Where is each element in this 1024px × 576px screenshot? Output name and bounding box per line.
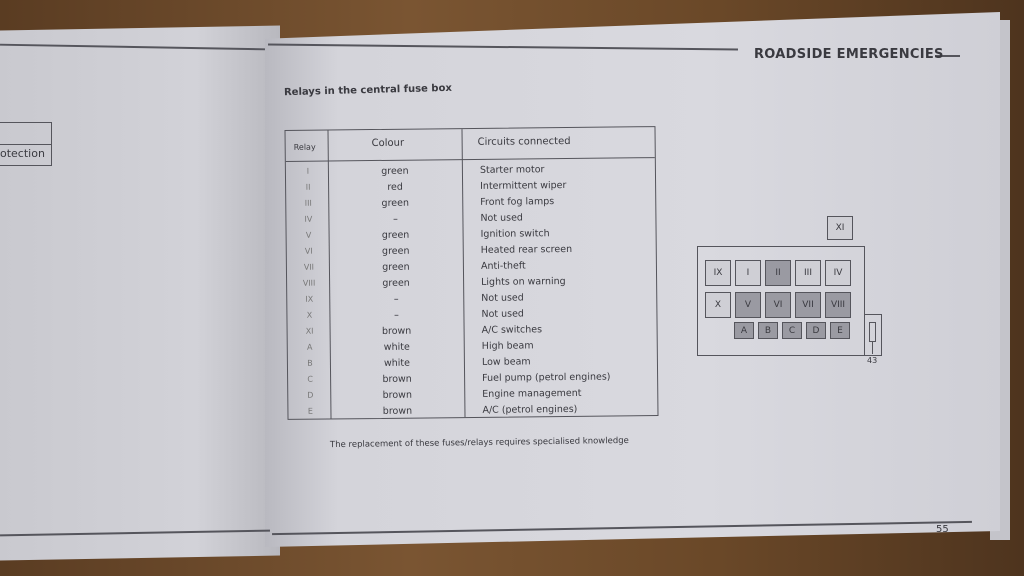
cell-circuit: Not used [481, 292, 524, 304]
cell-relay: C [307, 374, 313, 384]
page-title: Relays in the central fuse box [283, 82, 452, 99]
relay-VIII: VIII [825, 292, 851, 318]
relay-VII: VII [795, 292, 821, 318]
fuse-label: 43 [867, 356, 878, 365]
cell-colour: green [381, 165, 409, 177]
cell-circuit: Heated rear screen [480, 243, 573, 256]
cell-relay: B [307, 358, 313, 368]
cell-relay: IV [304, 214, 313, 224]
cell-colour: brown [382, 405, 413, 417]
cell-relay: VII [303, 262, 315, 272]
cell-colour: white [383, 357, 410, 369]
cell-colour: brown [382, 389, 413, 401]
col-header-colour: Colour [371, 137, 405, 150]
cell-relay: I [306, 166, 310, 176]
relay-V: V [735, 292, 761, 318]
cell-colour: green [382, 261, 410, 273]
relay-table [284, 126, 658, 420]
cell-circuit: Engine management [482, 387, 582, 400]
cell-circuit: A/C switches [481, 324, 543, 336]
cell-circuit: A/C (petrol engines) [482, 403, 578, 416]
cell-colour: – [394, 309, 399, 321]
cell-colour: white [383, 341, 410, 353]
cell-colour: green [381, 245, 410, 257]
relay-II: II [765, 260, 791, 286]
cell-relay: X [306, 310, 313, 320]
relay-III: III [795, 260, 821, 286]
cell-relay: VI [304, 246, 313, 256]
cell-circuit: Not used [480, 212, 523, 224]
col-header-circuits: Circuits connected [477, 135, 571, 148]
relay-A: A [734, 322, 754, 339]
page-number: 55 [936, 524, 949, 535]
cell-circuit: Fuel pump (petrol engines) [482, 371, 611, 384]
fragment-text: otection [0, 147, 45, 160]
left-page [0, 26, 280, 561]
cell-circuit: Low beam [481, 356, 531, 368]
fuse-box-diagram [697, 216, 897, 365]
cell-circuit: Lights on warning [481, 276, 566, 288]
relay-I: I [735, 260, 761, 286]
footnote: The replacement of these fuses/relays requires specialised knowledge [329, 435, 629, 451]
cell-relay: A [306, 342, 313, 352]
cell-circuit: Not used [481, 308, 525, 320]
cell-relay: IX [305, 294, 314, 304]
cell-relay: II [305, 182, 311, 192]
cell-colour: brown [381, 325, 412, 337]
cell-colour: green [381, 197, 410, 209]
cell-colour: red [387, 181, 403, 193]
relay-IX: IX [705, 260, 731, 286]
relay-VI: VI [765, 292, 791, 318]
cell-relay: III [304, 198, 312, 208]
cell-circuit: High beam [481, 340, 534, 352]
relay-C: C [782, 322, 802, 339]
relay-X: X [705, 292, 731, 318]
cell-colour: – [393, 293, 399, 305]
left-page-table-fragment [0, 122, 52, 166]
relay-IV: IV [825, 260, 851, 286]
cell-relay: V [305, 230, 312, 240]
cell-circuit: Ignition switch [480, 228, 550, 240]
cell-colour: green [381, 229, 410, 241]
cell-relay: VIII [302, 278, 316, 288]
relay-B: B [758, 322, 778, 339]
cell-circuit: Intermittent wiper [480, 180, 567, 192]
cell-relay: E [307, 406, 314, 416]
cell-circuit: Anti-theft [480, 260, 526, 272]
relay-XI: XI [827, 216, 853, 240]
cell-circuit: Starter motor [479, 164, 545, 176]
relay-E: E [830, 322, 850, 339]
section-header: ROADSIDE EMERGENCIES [754, 47, 944, 62]
relay-D: D [806, 322, 826, 339]
cell-colour: – [393, 213, 398, 225]
cell-relay: D [307, 390, 314, 400]
cell-circuit: Front fog lamps [480, 196, 555, 208]
cell-relay: XI [305, 326, 314, 336]
cell-colour: green [382, 277, 410, 289]
cell-colour: brown [382, 373, 412, 385]
col-header-relay: Relay [293, 142, 316, 152]
